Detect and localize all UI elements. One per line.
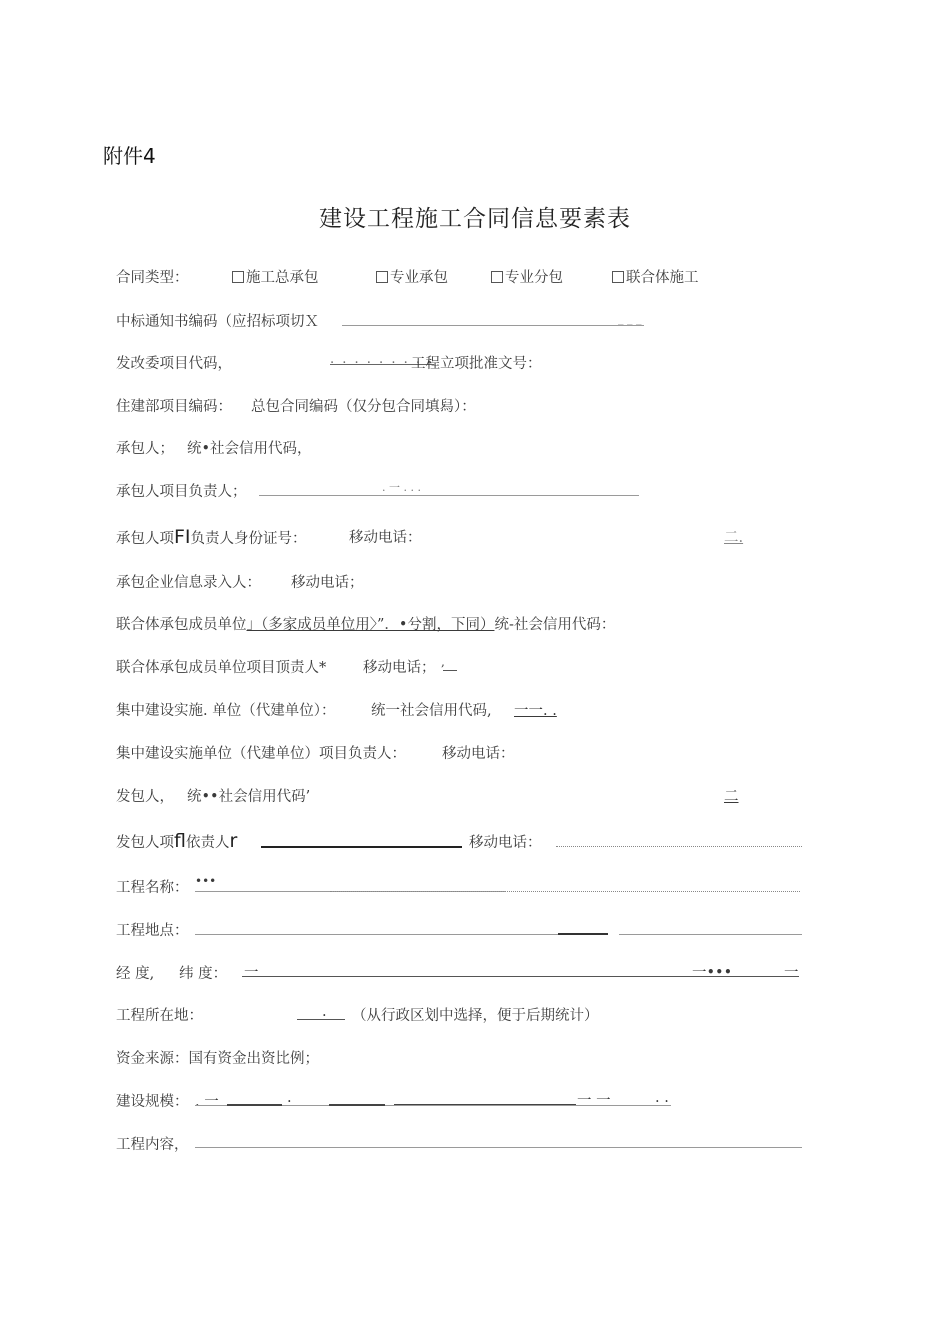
project-region-label: 工程所在地： bbox=[116, 1008, 203, 1024]
attachment-label: 附件4 bbox=[103, 144, 156, 168]
employer-lead-phone-field[interactable] bbox=[556, 846, 802, 847]
page-title: 建设工程施工合同信息要素表 bbox=[319, 206, 631, 232]
field-mark: . 一 . . . bbox=[382, 481, 421, 494]
bid-notice-code-field[interactable] bbox=[342, 325, 644, 326]
field-mark bbox=[227, 1104, 282, 1106]
option-professional-contract[interactable]: 专业承包 bbox=[376, 266, 448, 287]
field-mark: 一 bbox=[784, 965, 799, 981]
consortium-member-phone-label: 移动电话； bbox=[363, 660, 436, 676]
agent-unit-credit-code-field[interactable]: 一一. . bbox=[514, 703, 557, 719]
construction-scale-label: 建设规模： bbox=[116, 1094, 189, 1110]
option-general-contract[interactable]: 施工总承包 bbox=[232, 266, 319, 287]
checkbox-icon bbox=[491, 271, 503, 283]
field-mark bbox=[558, 933, 608, 935]
contractor-lead-id-label: 承包人项FI负责人身份证号： bbox=[116, 526, 307, 548]
approval-number-label: 工程立项批准文号： bbox=[411, 356, 542, 372]
project-region-hint: （从行政区划中选择，便于后期统计） bbox=[352, 1008, 599, 1024]
contractor-lead-phone-label: 移动电话： bbox=[349, 530, 422, 546]
project-content-field[interactable] bbox=[195, 1147, 802, 1148]
employer-lead-phone-label: 移动电话： bbox=[469, 835, 542, 851]
info-entry-phone-label: 移动电话； bbox=[291, 575, 364, 591]
option-consortium[interactable]: 联合体施工 bbox=[612, 266, 699, 287]
field-mark: 一 一 bbox=[577, 1093, 611, 1109]
agent-unit-label: 集中建设实施. 单位（代建单位）： bbox=[116, 703, 336, 719]
mohurd-project-code-label: 住建部项目编码： bbox=[116, 399, 232, 415]
field-mark bbox=[394, 1104, 576, 1105]
latitude-label: 纬 度： bbox=[179, 966, 228, 982]
field-mark: ••• bbox=[195, 874, 217, 888]
employer-label: 发包人， bbox=[116, 789, 174, 805]
project-location-field[interactable] bbox=[195, 934, 607, 935]
employer-lead-label: 发包人项fl依责人r bbox=[116, 830, 238, 852]
consortium-member-label: 联合体承包成员单位」（多家成员单位用〉”．•兮割，下同）统-社会信用代码： bbox=[116, 617, 616, 633]
consortium-member-lead-label: 联合体承包成员单位项目顶责人* bbox=[116, 660, 327, 676]
project-location-field-2[interactable] bbox=[619, 934, 802, 935]
agent-unit-lead-phone-label: 移动电话： bbox=[442, 746, 515, 762]
ndrc-project-code-field[interactable]: . . . . . . . . . bbox=[330, 352, 435, 367]
field-mark: . 一 bbox=[195, 1094, 219, 1110]
option-professional-subcontract[interactable]: 专业分包 bbox=[491, 266, 563, 287]
field-mark: 二. bbox=[724, 530, 744, 546]
bid-notice-code-label: 中标通知书编码（应招标项切Ｘ bbox=[116, 314, 319, 330]
employer-credit-code-label: 统••社会信用代码’ bbox=[187, 789, 311, 805]
checkbox-icon bbox=[376, 271, 388, 283]
field-mark bbox=[329, 1104, 385, 1106]
info-entry-person-label: 承包企业信息录入人： bbox=[116, 575, 261, 591]
project-region-field[interactable] bbox=[297, 1019, 345, 1020]
field-mark: 一••• bbox=[692, 965, 733, 981]
project-content-label: 工程内容， bbox=[116, 1137, 189, 1153]
contractor-credit-code-label: 统•社会信用代码， bbox=[187, 441, 312, 457]
field-mark: 一 bbox=[244, 965, 259, 981]
contractor-project-lead-field[interactable] bbox=[259, 495, 639, 496]
employer-lead-field[interactable] bbox=[261, 846, 462, 848]
contractor-project-lead-label: 承包人项目负责人； bbox=[116, 484, 247, 500]
field-mark: 二 bbox=[724, 789, 739, 805]
longitude-label: 经 度, bbox=[116, 966, 155, 982]
contract-type-label: 合同类型： bbox=[116, 270, 189, 286]
ndrc-project-code-label: 发改委项目代码， bbox=[116, 356, 232, 372]
field-mark: . bbox=[322, 1004, 327, 1020]
project-name-label: 工程名称： bbox=[116, 880, 189, 896]
consortium-member-phone-field[interactable] bbox=[443, 670, 457, 671]
checkbox-icon bbox=[612, 271, 624, 283]
agent-unit-lead-label: 集中建设实施单位（代建单位）项目负责人： bbox=[116, 746, 406, 762]
field-mark: _ _ _ bbox=[618, 312, 642, 325]
field-mark: . bbox=[287, 1090, 292, 1106]
field-mark: . . bbox=[655, 1090, 669, 1106]
general-contract-code-label: 总包合同编码（仅分包合同填舄）： bbox=[251, 399, 476, 415]
checkbox-icon bbox=[232, 271, 244, 283]
agent-unit-credit-code-label: 统一社会信用代码, bbox=[371, 703, 492, 719]
contractor-label: 承包人； bbox=[116, 441, 174, 457]
project-name-field-dots bbox=[330, 891, 800, 892]
project-location-label: 工程地点： bbox=[116, 923, 189, 939]
funding-source-label: 资金来源：国有资金出资比例； bbox=[116, 1051, 319, 1067]
field-mark: , bbox=[441, 655, 445, 669]
